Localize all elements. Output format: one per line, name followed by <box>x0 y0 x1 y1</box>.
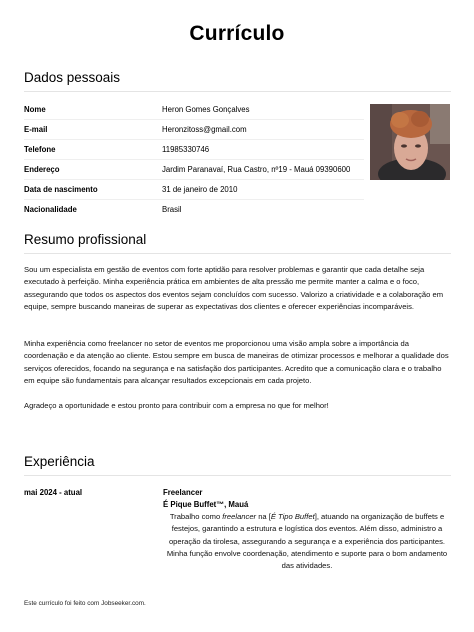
document-title: Currículo <box>189 22 285 45</box>
personal-row-birthdate <box>24 185 364 205</box>
field-value: 11985330746 <box>162 145 210 154</box>
field-value: 31 de janeiro de 2010 <box>162 185 238 194</box>
field-label: Telefone <box>24 145 56 154</box>
field-label: E-mail <box>24 125 48 134</box>
footer-note: Este currículo foi feito com Jobseeker.com. <box>24 600 146 607</box>
summary-paragraph: Minha experiência como freelancer no setor de eventos me proporcionou uma visão ampla sobre a importância da coordenação e da atenção ao cliente. Estou sempre em busca de maneiras de otimizar processos e melhorar a qualidade dos serviços oferecidos, focando na segurança e na satisfação dos participantes. Acredito que a comunicação clara e o trabalho em equipe são fundamentais para alcançar resultados excepcionais em cada projeto. <box>24 339 449 385</box>
field-label: Nome <box>24 105 46 114</box>
field-value: Heronzitoss@gmail.com <box>162 125 247 134</box>
experience-date: mai 2024 - atual <box>24 488 83 497</box>
experience-description <box>163 511 451 572</box>
section-divider <box>24 253 451 254</box>
profile-photo <box>370 104 450 180</box>
field-value: Heron Gomes Gonçalves <box>162 105 250 114</box>
summary-paragraph: Agradeço a oportunidade e estou pronto para contribuir com a empresa no que for melhor! <box>24 401 329 410</box>
experience-heading: Experiência <box>24 454 95 469</box>
personal-row-nationality <box>24 205 364 225</box>
desc-emphasis: É Tipo Buffet <box>270 512 315 521</box>
row-divider <box>24 179 364 180</box>
row-divider <box>24 159 364 160</box>
field-label: Endereço <box>24 165 60 174</box>
section-divider <box>24 475 451 476</box>
summary-heading: Resumo profissional <box>24 232 147 247</box>
personal-data-heading: Dados pessoais <box>24 70 121 85</box>
section-divider <box>24 91 451 92</box>
field-value: Jardim Paranavaí, Rua Castro, nº19 - Mauá 09390600 <box>162 165 351 174</box>
personal-row-name <box>24 105 364 125</box>
experience-company: É Pique Buffet™, Mauá <box>163 500 249 509</box>
desc-text: Trabalho como <box>169 512 223 521</box>
field-label: Nacionalidade <box>24 205 77 214</box>
personal-row-email <box>24 125 364 145</box>
desc-text: ], atuando na organização de buffets e festejos, garantindo a estrutura e logística dos eventos. Além disso, administro a operação da tirolesa, assegurando a segurança e a experiência dos participantes. Minha função envolve coordenação, atendimento e suporte para o bom andamento das atividades. <box>166 512 448 571</box>
desc-emphasis: freelancer <box>222 512 257 521</box>
portrait-image <box>370 104 450 180</box>
field-label: Data de nascimento <box>24 185 98 194</box>
personal-row-address <box>24 165 364 185</box>
summary-paragraph: Sou um especialista em gestão de eventos com forte aptidão para resolver problemas e garantir que cada detalhe seja executado à perfeição. Minha experiência prática em ambientes de alta pressão me permite manter a calma e o foco, assegurando que todos os aspectos dos eventos sejam concluídos com sucesso. Valorizo a criatividade e a colaboração em equipe, sempre buscando maneiras de superar as expectativas dos clientes e oferecer experiências incomparáveis. <box>24 265 444 311</box>
row-divider <box>24 139 364 140</box>
desc-text: na [ <box>256 512 271 521</box>
experience-role: Freelancer <box>163 488 203 497</box>
field-value: Brasil <box>162 205 182 214</box>
row-divider <box>24 119 364 120</box>
row-divider <box>24 199 364 200</box>
personal-row-phone <box>24 145 364 165</box>
